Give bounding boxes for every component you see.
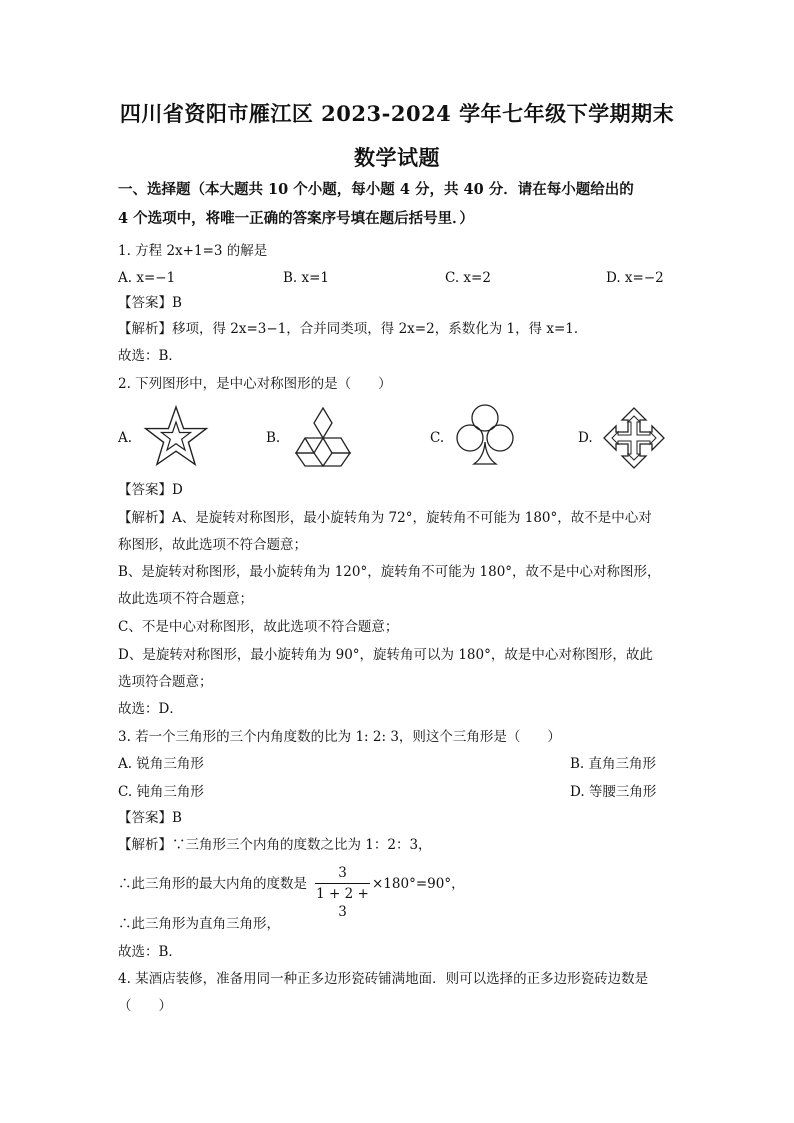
q1-option-d: D. x=−2 bbox=[606, 270, 664, 286]
q2-analysis-line: C、不是中心对称图形，故此选项不符合题意； bbox=[118, 619, 399, 635]
q2-option-a-label: A. bbox=[118, 430, 133, 446]
fraction-bar bbox=[315, 883, 370, 884]
page-subtitle: 数学试题 bbox=[354, 145, 440, 170]
q3-conclusion: 故选：B． bbox=[118, 944, 182, 960]
q2-analysis-line: D、是旋转对称图形，最小旋转角为 90°，旋转角可以为 180°，故是中心对称图形，故此 bbox=[118, 647, 653, 663]
q3-option-d: D. 等腰三角形 bbox=[570, 784, 657, 800]
q1-answer: 【答案】B bbox=[118, 295, 182, 311]
section-heading: 一、选择题（本大题共 10 个小题，每小题 4 分，共 40 分．请在每小题给出的 bbox=[118, 181, 634, 198]
fraction-numerator: 3 bbox=[338, 865, 347, 881]
club-icon bbox=[454, 402, 516, 468]
q1-conclusion: 故选：B． bbox=[118, 348, 182, 364]
q1-option-b: B. x=1 bbox=[283, 270, 330, 286]
three-rhombus-icon bbox=[290, 406, 356, 468]
q1-stem: 1. 方程 2x+1=3 的解是 bbox=[118, 243, 268, 259]
q2-analysis-line: 故此选项不符合题意； bbox=[118, 591, 253, 607]
q2-analysis-line: 选项符合题意； bbox=[118, 674, 213, 690]
q2-option-d-label: D. bbox=[578, 430, 593, 446]
q2-option-b-label: B. bbox=[266, 430, 281, 446]
q3-answer: 【答案】B bbox=[118, 810, 182, 826]
q2-option-c-label: C. bbox=[430, 430, 445, 446]
section-heading-cont: 4 个选项中，将唯一正确的答案序号填在题后括号里．） bbox=[118, 210, 474, 227]
q1-analysis: 【解析】移项，得 2x=3−1，合并同类项，得 2x=2，系数化为 1，得 x=1． bbox=[118, 321, 588, 337]
q2-analysis-line: B、是旋转对称图形，最小旋转角为 120°，旋转角不可能为 180°，故不是中心对称图形， bbox=[118, 564, 661, 580]
q1-option-a: A. x=−1 bbox=[118, 270, 176, 286]
q4-stem: 4. 某酒店装修，准备用同一种正多边形瓷砖铺满地面．则可以选择的正多边形瓷砖边数是 bbox=[118, 971, 649, 987]
q3-stem: 3. 若一个三角形的三个内角度数的比为 1: 2: 3，则这个三角形是（ ） bbox=[118, 729, 561, 745]
q3-option-a: A. 锐角三角形 bbox=[118, 756, 204, 772]
q3-analysis: 【解析】∵三角形三个内角的度数之比为 1：2：3， bbox=[118, 837, 432, 853]
q1-option-c: C. x=2 bbox=[445, 270, 491, 286]
q3-analysis-line: ∴此三角形为直角三角形， bbox=[118, 916, 280, 932]
q2-stem: 2. 下列图形中，是中心对称图形的是（ ） bbox=[118, 376, 392, 392]
fraction-denominator: 1 + 2 + 3 bbox=[316, 886, 369, 920]
star-icon bbox=[142, 404, 210, 468]
q2-conclusion: 故选：D． bbox=[118, 701, 183, 717]
q3-option-b: B. 直角三角形 bbox=[570, 756, 657, 772]
q3-analysis-suffix: ×180°=90°， bbox=[372, 876, 465, 892]
q2-answer: 【答案】D bbox=[118, 482, 183, 498]
q2-analysis-line: 称图形，故此选项不符合题意； bbox=[118, 537, 307, 553]
page-title: 四川省资阳市雁江区 2023-2024 学年七年级下学期期末 bbox=[119, 101, 675, 126]
q2-analysis-line: 【解析】A、是旋转对称图形，最小旋转角为 72°，旋转角不可能为 180°，故不是中心对 bbox=[118, 510, 652, 526]
q3-analysis-prefix: ∴此三角形的最大内角的度数是 bbox=[118, 876, 307, 892]
four-arrows-icon bbox=[602, 406, 666, 470]
fraction bbox=[315, 864, 370, 921]
q3-option-c: C. 钝角三角形 bbox=[118, 784, 204, 800]
q4-stem-cont: （ ） bbox=[118, 998, 172, 1014]
